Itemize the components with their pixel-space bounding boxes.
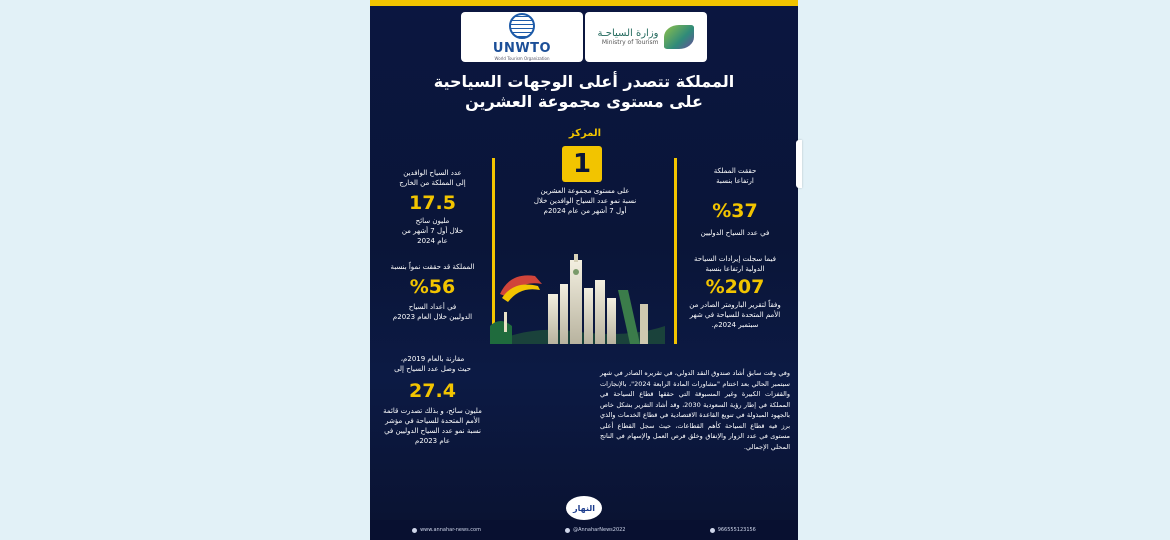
stat-text: الأمم المتحدة للسياحة في شهر: [689, 311, 781, 319]
stat-growth-2023: [370, 302, 495, 322]
stat-text: وفقاً لتقرير البارومتر الصادر من: [689, 301, 781, 309]
unwto-logo-text: UNWTO: [492, 41, 552, 56]
stat-text: إلى المملكة من الخارج: [399, 179, 466, 187]
whatsapp-icon: [710, 528, 715, 533]
rank-label: المركز: [568, 128, 602, 139]
rank-desc-line-2: نسبة نمو عدد السياح الوافدين خلال: [533, 197, 637, 205]
stat-text: مليون سائح: [415, 217, 450, 225]
stat-revenue-growth: [680, 254, 790, 274]
social-icon: [565, 528, 570, 533]
ministry-name-english: Ministry of Tourism: [601, 39, 659, 46]
stat-value-27-4: 27.4: [409, 380, 456, 402]
rank-desc-line-3: أول 7 أشهر من عام 2024م: [543, 207, 627, 215]
stat-text: حيث وصل عدد السياح إلى: [394, 365, 471, 373]
saudi-skyline-illustration: [490, 254, 665, 344]
stat-arrivals-detail: [370, 216, 495, 246]
rank-desc-line-1: على مستوى مجموعة العشرين: [540, 187, 630, 195]
ministry-emblem-icon: [664, 25, 694, 49]
stat-text: في أعداد السياح: [408, 303, 457, 311]
stat-arrivals: [370, 168, 495, 188]
stat-value-207: %207: [705, 276, 765, 298]
footer-social[interactable]: [565, 527, 625, 533]
globe-icon: [509, 13, 535, 39]
stat-text: الأمم المتحدة للسياحة في مؤشر: [385, 417, 480, 425]
stat-source: [680, 300, 790, 330]
stat-text: الدولية ارتفاعا بنسبة: [705, 265, 765, 273]
ministry-of-tourism-logo: [585, 12, 707, 62]
stat-ranking-detail: [370, 406, 495, 446]
stat-value-56: %56: [409, 276, 456, 298]
poster-title: [410, 72, 758, 112]
stat-text: مقارنة بالعام 2019م،: [400, 355, 465, 363]
stat-text: عدد السياح الوافدين: [403, 169, 462, 177]
globe-icon: [412, 528, 417, 533]
stat-text: ارتفاعا بنسبة: [716, 177, 754, 185]
stat-text: خلال أول 7 أشهر من: [401, 227, 464, 235]
annahar-logo: النهار: [566, 496, 602, 520]
footer-website[interactable]: [412, 527, 481, 533]
side-scroll-tab[interactable]: [796, 140, 802, 188]
stat-comparison-2019: [370, 354, 495, 374]
unwto-logo-subtitle: World Tourism Organization: [494, 56, 550, 61]
stat-text: نسبة نمو عدد السياح الدوليين في: [384, 427, 481, 435]
rank-badge: 1: [562, 146, 602, 182]
stat-text: حققت المملكة: [713, 167, 757, 175]
stat-text: في عدد السياح الدوليين: [700, 229, 770, 237]
stat-intl-tourists-growth: [680, 166, 790, 186]
body-paragraph: وفي وقت سابق أشاد صندوق النقد الدولي، في تقريره الصادر في شهر سبتمبر الحالي بعد اختتام "مشاورات المادة الرابعة 2024"، بالإنجازات والقفزات الكبيرة وغير المسبوقة التي حققها قطاع السياحة في المملكة في إطار رؤية السعودية 2030، وقد أشاد التقرير بشكل خاص بالجهود المبذولة في تنويع القاعدة الاقتصادية في قطاع الخدمات والذي برز فيه قطاع السياحة كأهم القطاعات، حيث سجل القطاع أعلى مستوى في عدد الزوار والإنفاق وخلق فرص العمل والإسهام في الناتج المحلي الإجمالي.: [600, 369, 790, 451]
unwto-logo: [461, 12, 583, 62]
stat-text: فيما سجلت إيرادات السياحة: [694, 255, 776, 263]
title-line-1: المملكة تتصدر أعلى الوجهات السياحية: [433, 72, 735, 91]
ministry-name-arabic: وزارة السياحـة: [597, 28, 659, 39]
right-divider: [674, 158, 677, 344]
stat-text: سبتمبر 2024م.: [711, 321, 759, 329]
stat-value-37: %37: [712, 200, 758, 222]
rank-description: [500, 186, 670, 216]
footer-phone[interactable]: [710, 527, 756, 533]
title-line-2: على مستوى مجموعة العشرين: [465, 92, 703, 111]
stat-text: عام 2024: [417, 237, 448, 245]
stat-text: الدوليين خلال العام 2023م: [392, 313, 473, 321]
stat-value-17-5: 17.5: [409, 192, 456, 214]
infographic-poster: [370, 0, 798, 540]
top-accent-bar: [370, 0, 798, 6]
social-text: @AnnaharNews2022: [573, 527, 626, 533]
website-text: www.annahar-news.com: [420, 527, 481, 533]
stat-text: المملكة قد حققت نمواً بنسبة: [390, 263, 475, 271]
stat-text: مليون سائح، و بذلك تصدرت قائمة: [383, 407, 482, 415]
footer-bar: [370, 520, 798, 540]
phone-text: 966555123156: [717, 527, 756, 533]
stat-text: عام 2023م: [414, 437, 451, 445]
